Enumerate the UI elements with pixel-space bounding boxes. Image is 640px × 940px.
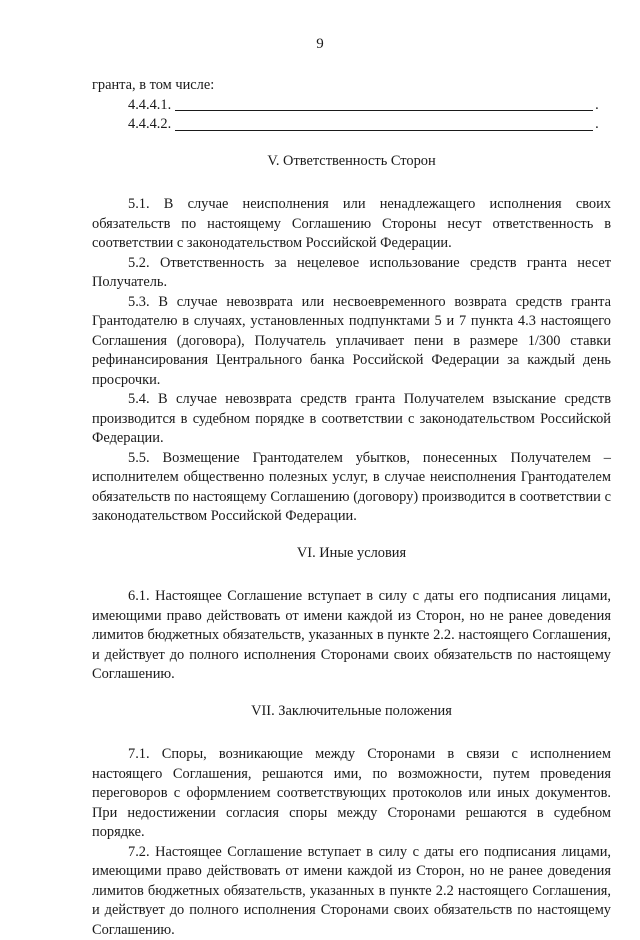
paragraph-5-5: 5.5. Возмещение Грантодателем убытков, понесенных Получателем – исполнителем общественно полезных услуг, в случае неисполнения Грантодателем обязательств по настоящему Соглашению (договору) производится в соответствии с законодательством Российской Федерации. (92, 449, 611, 527)
section-title-5: V. Ответственность Сторон (92, 152, 611, 172)
paragraph-7-1: 7.1. Споры, возникающие между Сторонами в связи с исполнением настоящего Соглашения, решаются ими, по возможности, путем проведения переговоров с оформлением соответствующих протоколов или иных документов. При недостижении согласия споры между Сторонами решаются в судебном порядке. (92, 745, 611, 843)
paragraph-7-2: 7.2. Настоящее Соглашение вступает в силу с даты его подписания лицами, имеющими право действовать от имени каждой из Сторон, но не ранее доведения лимитов бюджетных обязательств, указанных в пункте 2.2 настоящего Соглашения, и действует до полного исполнения Сторонами своих обязательств по настоящему Соглашению. (92, 843, 611, 940)
paragraph-5-2: 5.2. Ответственность за нецелевое использование средств гранта несет Получатель. (92, 254, 611, 293)
paragraph-5-1: 5.1. В случае неисполнения или ненадлежащего исполнения своих обязательств по настоящему Соглашению Стороны несут ответственность в соответствии с законодательством Российской Федерации. (92, 195, 611, 254)
fill-line-number: 4.4.4.2. (128, 115, 171, 135)
paragraph-6-1: 6.1. Настоящее Соглашение вступает в силу с даты его подписания лицами, имеющими право действовать от имени каждой из Сторон, но не ранее доведения лимитов бюджетных обязательств, указанных в пункте 2.2. настоящего Соглашения, и действует до полного исполнения Сторонами своих обязательств по настоящему Соглашению. (92, 587, 611, 685)
paragraph-5-3: 5.3. В случае невозврата или несвоевременного возврата средств гранта Грантодателю в случаях, установленных подпунктами 5 и 7 пункта 4.3 настоящего Соглашения (договора), Получатель уплачивает пени в размере 1/300 ставки рефинансирования Центрального банка Российской Федерации за каждый день просрочки. (92, 293, 611, 391)
fill-line-end: . (595, 115, 599, 135)
fill-line-item (92, 115, 611, 135)
intro-text: гранта, в том числе: (92, 76, 611, 96)
paragraph-5-4: 5.4. В случае невозврата средств гранта Получателем взыскание средств производится в судебном порядке в соответствии с законодательством Российской Федерации. (92, 390, 611, 449)
fill-in-blank (175, 129, 593, 131)
fill-line-item (92, 96, 611, 116)
page-number: 9 (0, 36, 640, 53)
fill-line-end: . (595, 96, 599, 116)
fill-in-blank (175, 109, 593, 111)
section-title-6: VI. Иные условия (92, 544, 611, 564)
document-body (92, 76, 611, 940)
section-title-7: VII. Заключительные положения (92, 702, 611, 722)
fill-line-number: 4.4.4.1. (128, 96, 171, 116)
